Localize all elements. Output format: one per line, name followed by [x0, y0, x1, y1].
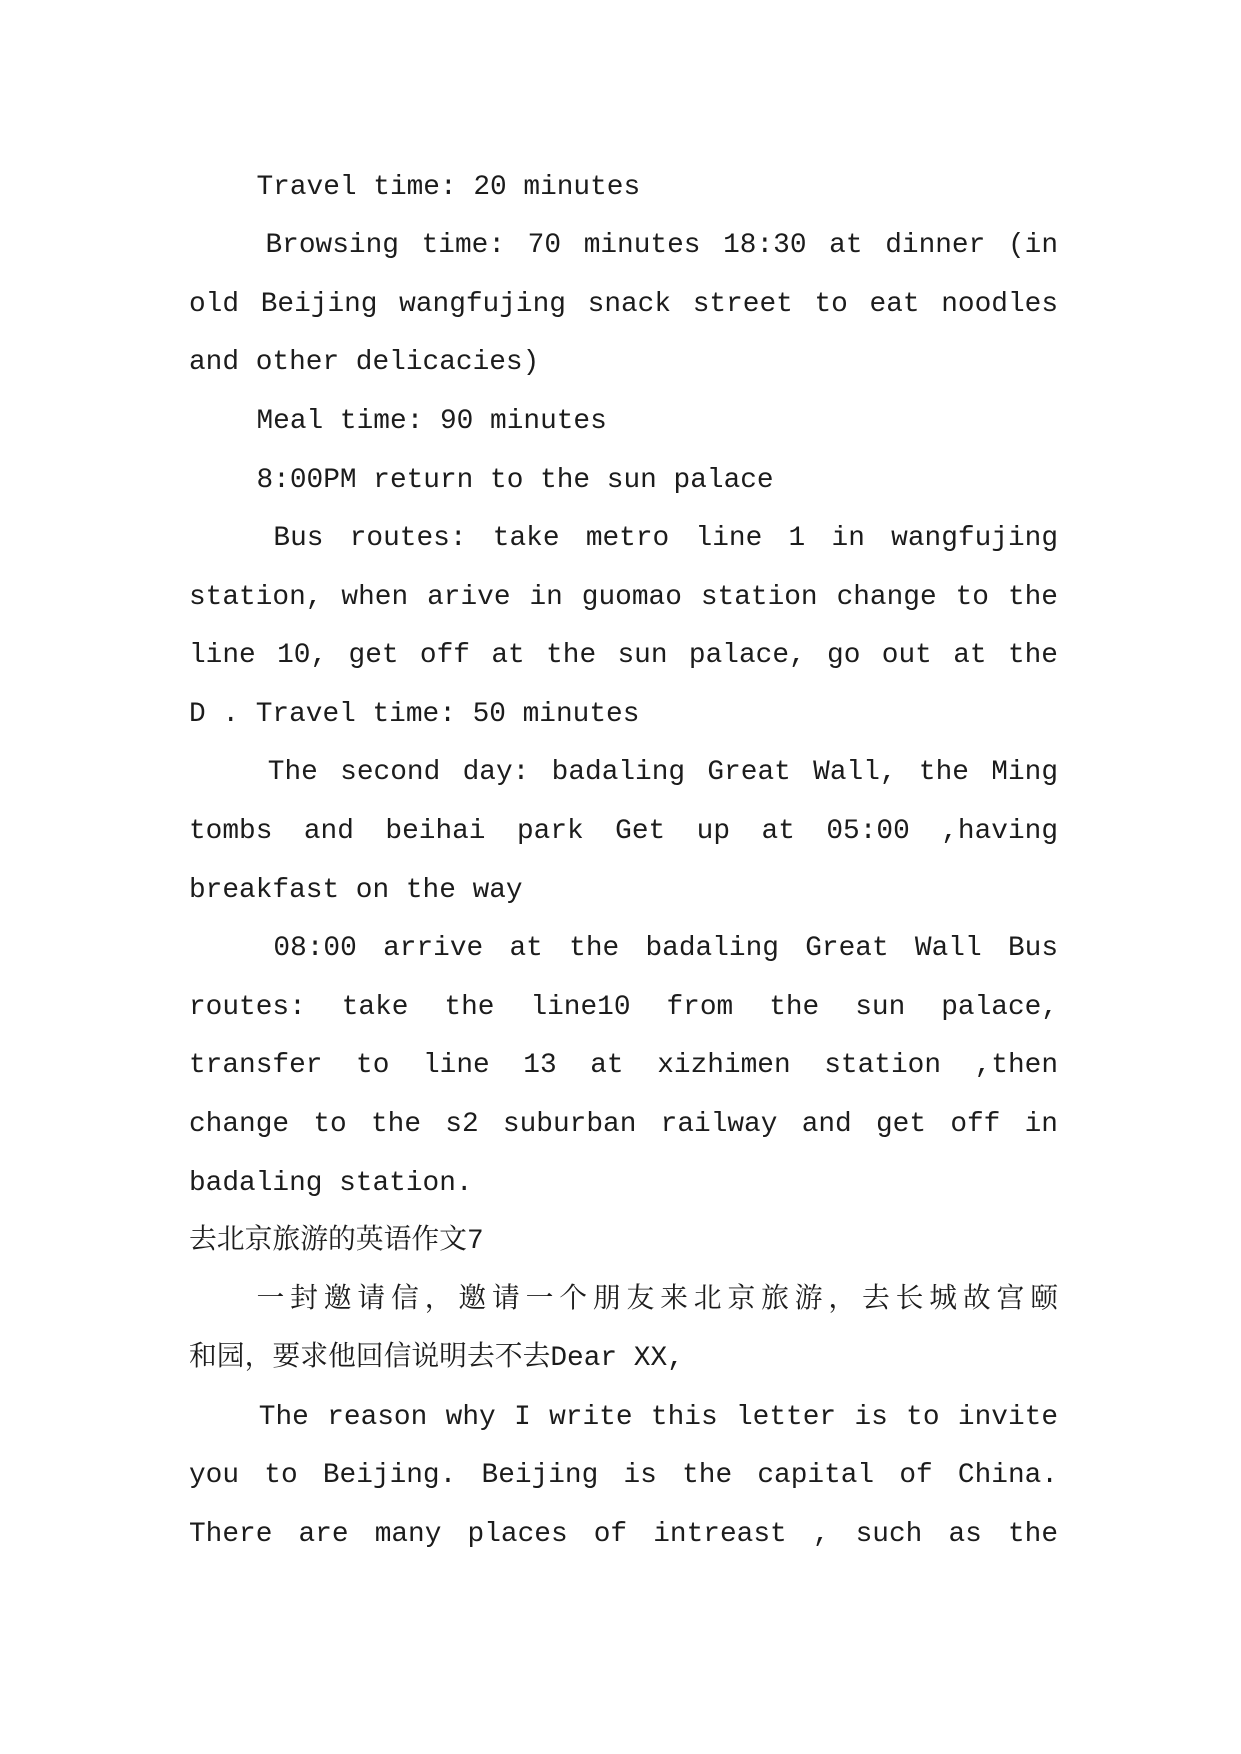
- text-line: D . Travel time: 50 minutes: [189, 698, 640, 730]
- text-line: The reason why I write this letter is to invite: [258, 1401, 1058, 1433]
- text-line: breakfast on the way: [189, 874, 523, 906]
- text-line: transfer to line 13 at xizhimen station ,then: [189, 1050, 1058, 1082]
- paragraph: [189, 393, 1058, 452]
- paragraph: [189, 1272, 1058, 1389]
- paragraph: [189, 744, 1058, 920]
- text-line: 和园，要求他回信说明去不去Dear XX,: [189, 1343, 684, 1375]
- text-line: change to the s2 suburban railway and get off in: [189, 1108, 1058, 1140]
- text-line: Travel time: 20 minutes: [256, 171, 641, 203]
- text-line: routes: take the line10 from the sun palace,: [189, 991, 1058, 1023]
- text-line: 8:00PM return to the sun palace: [256, 464, 774, 496]
- text-line: you to Beijing. Beijing is the capital of China.: [189, 1460, 1058, 1492]
- paragraph: [189, 217, 1058, 393]
- text-line: line 10, get off at the sun palace, go out at the: [189, 640, 1058, 672]
- text-line: old Beijing wangfujing snack street to eat noodles: [189, 288, 1058, 320]
- paragraph: [189, 510, 1058, 744]
- text-line: There are many places of intreast , such as the: [189, 1518, 1058, 1550]
- text-line: and other delicacies): [189, 347, 540, 379]
- text-line: tombs and beihai park Get up at 05:00 ,having: [189, 816, 1058, 848]
- text-line: 08:00 arrive at the badaling Great Wall Bus: [273, 933, 1058, 965]
- text-line: The second day: badaling Great Wall, the Ming: [267, 757, 1058, 789]
- text-line: Meal time: 90 minutes: [256, 406, 607, 437]
- text-line: badaling station.: [189, 1167, 473, 1199]
- text-line: Browsing time: 70 minutes 18:30 at dinner (in: [265, 230, 1058, 262]
- paragraph: [189, 1389, 1058, 1565]
- paragraph: [189, 159, 1058, 218]
- text-line: 一封邀请信，邀请一个朋友来北京旅游，去长城故宫颐: [256, 1284, 1058, 1316]
- section-heading: 去北京旅游的英语作文7: [189, 1226, 484, 1258]
- text-line: Bus routes: take metro line 1 in wangfujing: [273, 523, 1058, 555]
- text-line: station, when arive in guomao station change to the: [189, 581, 1058, 613]
- paragraph: [189, 920, 1058, 1213]
- paragraph: [189, 452, 1058, 511]
- document-body: [189, 159, 1058, 1565]
